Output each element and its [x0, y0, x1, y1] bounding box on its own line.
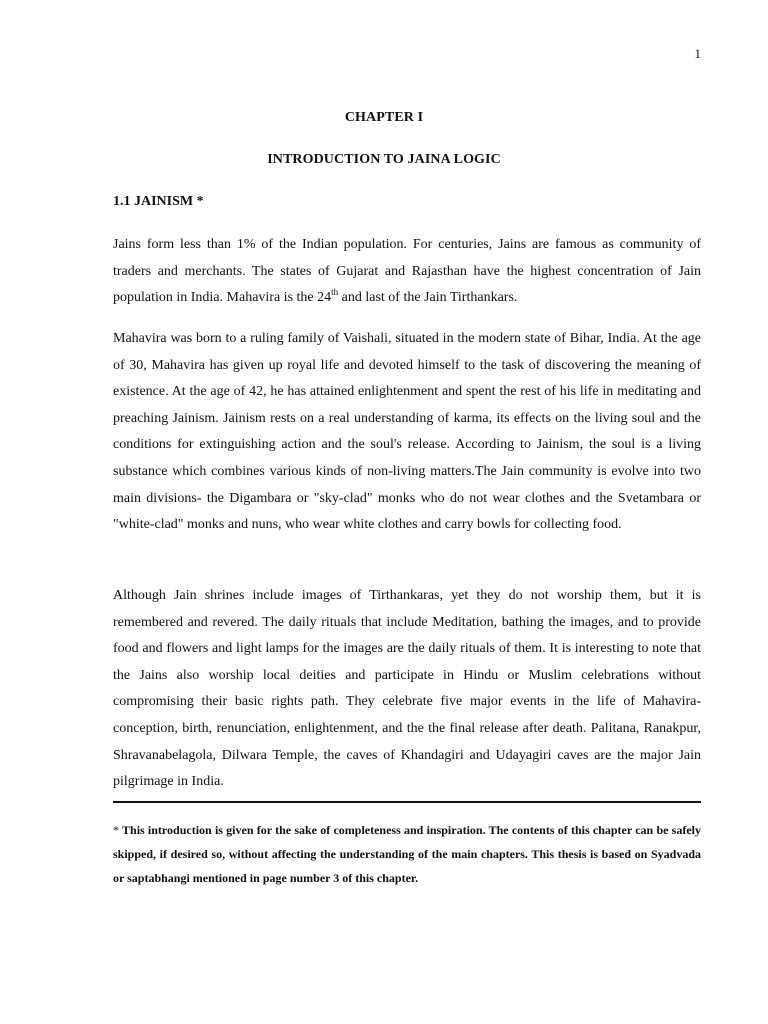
footnote-marker: * — [113, 823, 119, 837]
chapter-title: INTRODUCTION TO JAINA LOGIC — [267, 152, 501, 167]
paragraph-3: Although Jain shrines include images of Tirthankaras, yet they do not worship them, but it is remembered and revered. The daily rituals that include Meditation, bathing the images, and to provide food and flowers and light lamps for the images are the daily rituals of them. It is interesting to note that the Jains also worship local deities and participate in Hindu or Muslim celebrations without compromising their basic rights path. They celebrate five major events in the life of Mahavira- conception, birth, renunciation, enlightenment, and the the final release after death. Palitana, Ranakpur, Shravanabelagola, Dilwara Temple, the caves of Khandagiri and Udayagiri caves are the major Jain pilgrimage in India. — [113, 588, 701, 790]
footnote — [113, 818, 701, 890]
paragraph-1-text: Jains form less than 1% of the Indian population. For centuries, Jains are famous as community of traders and merchants. The states of Gujarat and Rajasthan have the highest concentration of Jain population in India. Mahavira is the 24 — [113, 237, 701, 306]
paragraph-1-text-end: and last of the Jain Tirthankars. — [338, 290, 518, 306]
footnote-divider — [113, 801, 701, 803]
chapter-label: CHAPTER I — [344, 110, 424, 125]
page-number: 1 — [694, 46, 701, 61]
section-heading: 1.1 JAINISM * — [113, 194, 204, 209]
paragraph-2: Mahavira was born to a ruling family of Vaishali, situated in the modern state of Bihar, India. At the age of 30, Mahavira has given up royal life and devoted himself to the task of discovering the meaning of existence. At the age of 42, he has attained enlightenment and spent the rest of his life in meditating and preaching Jainism. Jainism rests on a real understanding of karma, its effects on the living soul and the conditions for extinguishing action and the soul's release. According to Jainism, the soul is a living substance which combines various kinds of non-living matters.The Jain community is evolve into two main divisions- the Digambara or "sky-clad" monks who do not wear clothes and the Svetambara or "white-clad" monks and nuns, who wear white clothes and carry bowls for collecting food. — [113, 331, 701, 533]
paragraph-1 — [113, 232, 701, 312]
footnote-text: This introduction is given for the sake of completeness and inspiration. The contents of this chapter can be safely skipped, if desired so, without affecting the understanding of the main chapters. This thesis is based on Syadvada or saptabhangi mentioned in page number 3 of this chapter. — [113, 823, 701, 885]
ordinal-superscript: th — [331, 287, 339, 298]
